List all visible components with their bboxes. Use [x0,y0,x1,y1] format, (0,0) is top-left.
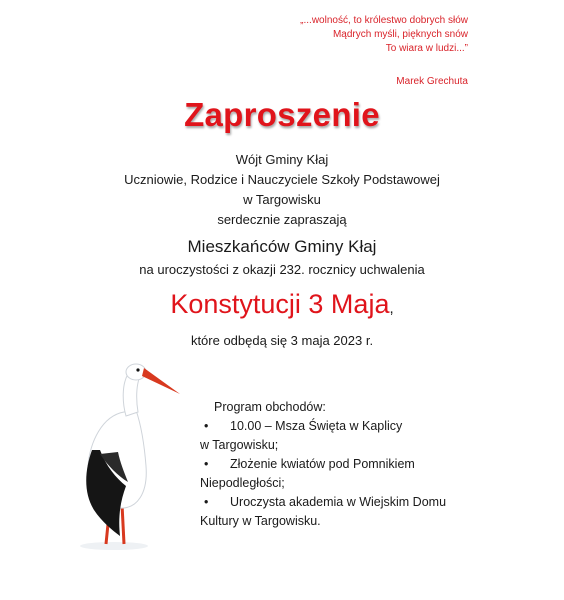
invitation-body [0,150,564,351]
list-item [200,417,470,455]
item-text: 10.00 – Msza Święta w Kaplicy [230,419,403,433]
item-text: Uroczysta akademia w Wiejskim Domu [230,495,447,509]
invitation-title: Zaproszenie [184,96,380,133]
stork-illustration-icon [62,354,192,554]
quote-line: To wiara w ludzi...” [385,43,468,54]
host-line: Wójt Gminy Kłaj [235,152,329,167]
item-text-cont: Kultury w Targowisku. [200,514,321,528]
invite-verb: serdecznie zapraszają [217,212,347,227]
date-line: które odbędą się 3 maja 2023 r. [190,333,374,348]
constitution-punct: , [389,300,394,317]
list-item [200,493,470,531]
constitution-heading [0,286,564,327]
recipients: Mieszkańców Gminy Kłaj [187,237,377,256]
item-text-cont: Niepodległości; [200,476,285,490]
occasion: na uroczystości z okazji 232. rocznicy uchwalenia [139,262,425,277]
item-text-cont: w Targowisku; [200,438,279,452]
program-list [200,398,470,531]
item-text: Złożenie kwiatów pod Pomnikiem [230,457,415,471]
host-line: Uczniowie, Rodzice i Nauczyciele Szkoły Podstawowej [124,172,440,187]
bullet: • [204,419,209,433]
bullet: • [204,457,209,471]
quote-author: Marek Grechuta [396,76,468,87]
bullet: • [204,495,209,509]
program-heading: Program obchodów: [214,400,326,414]
list-item [200,455,470,493]
constitution-text: Konstytucji 3 Maja [170,289,390,319]
quote-line: „...wolność, to królestwo dobrych słów [300,15,468,26]
epigraph-quote [300,14,468,56]
quote-line: Mądrych myśli, pięknych snów [332,29,468,40]
host-line: w Targowisku [243,192,321,207]
